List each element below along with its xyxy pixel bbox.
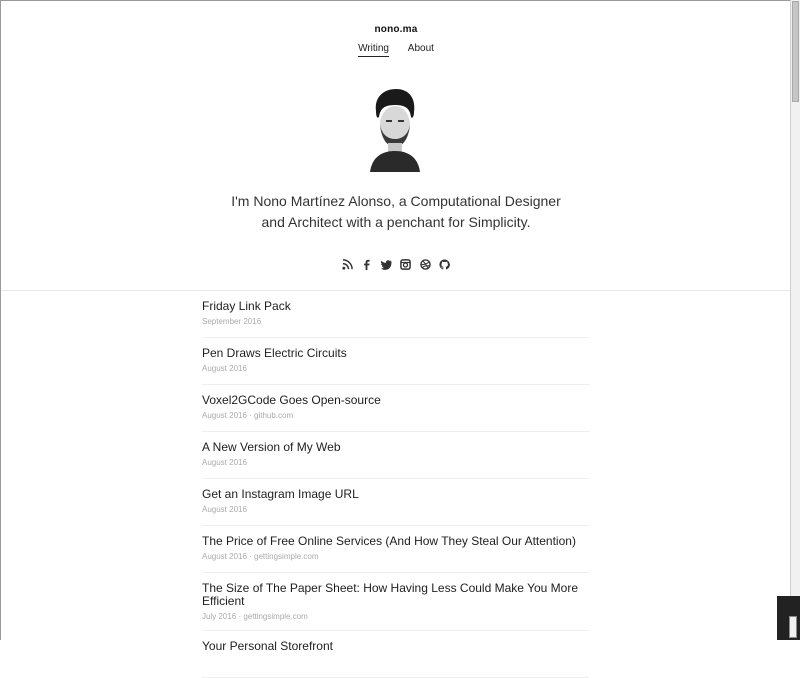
- post-title-link[interactable]: Pen Draws Electric Circuits: [202, 346, 347, 360]
- avatar: [370, 87, 420, 172]
- corner-widget[interactable]: [777, 596, 800, 640]
- post-meta: September 2016: [202, 317, 262, 326]
- dribbble-icon[interactable]: [420, 259, 431, 270]
- post-title-link[interactable]: The Price of Free Online Services (And How They Steal Our Attention): [202, 534, 576, 548]
- list-item: [202, 631, 589, 678]
- post-meta: August 2016: [202, 505, 247, 514]
- post-meta: August 2016 · github.com: [202, 411, 294, 420]
- vertical-scrollbar[interactable]: [790, 0, 800, 640]
- post-meta: August 2016: [202, 364, 247, 373]
- post-list: [202, 291, 589, 678]
- github-icon[interactable]: [439, 259, 450, 270]
- list-item: [202, 573, 589, 631]
- list-item: [202, 385, 589, 432]
- post-title-link[interactable]: A New Version of My Web: [202, 440, 341, 454]
- scrollbar-thumb[interactable]: [792, 1, 799, 102]
- post-title-link[interactable]: The Size of The Paper Sheet: How Having Less Could Make You More Efficient: [202, 581, 578, 608]
- post-meta: August 2016 · gettingsimple.com: [202, 552, 319, 561]
- facebook-icon[interactable]: [361, 259, 372, 270]
- site-title-text[interactable]: nono.ma: [374, 24, 418, 35]
- nav-writing[interactable]: Writing: [358, 43, 389, 57]
- intro-line-1: I'm Nono Martínez Alonso, a Computational Designer: [231, 193, 561, 209]
- twitter-icon[interactable]: [381, 259, 392, 270]
- list-item: [202, 526, 589, 573]
- nav-about[interactable]: About: [407, 43, 434, 54]
- rss-icon[interactable]: [342, 259, 353, 270]
- intro-line-2: and Architect with a penchant for Simplicity.: [261, 214, 531, 230]
- post-meta: July 2016 · gettingsimple.com: [202, 612, 308, 621]
- main-nav: [1, 43, 791, 57]
- post-meta: August 2016: [202, 458, 247, 467]
- site-title[interactable]: [1, 24, 791, 35]
- list-item: [202, 291, 589, 338]
- post-title-link[interactable]: Get an Instagram Image URL: [202, 487, 359, 501]
- corner-widget-handle[interactable]: [789, 616, 797, 638]
- social-links: [1, 256, 791, 268]
- list-item: [202, 338, 589, 385]
- post-title-link[interactable]: Friday Link Pack: [202, 299, 291, 313]
- list-item: [202, 432, 589, 479]
- instagram-icon[interactable]: [400, 259, 411, 270]
- intro-text: [1, 191, 791, 233]
- list-item: [202, 479, 589, 526]
- post-title-link[interactable]: Your Personal Storefront: [202, 639, 333, 653]
- post-title-link[interactable]: Voxel2GCode Goes Open-source: [202, 393, 381, 407]
